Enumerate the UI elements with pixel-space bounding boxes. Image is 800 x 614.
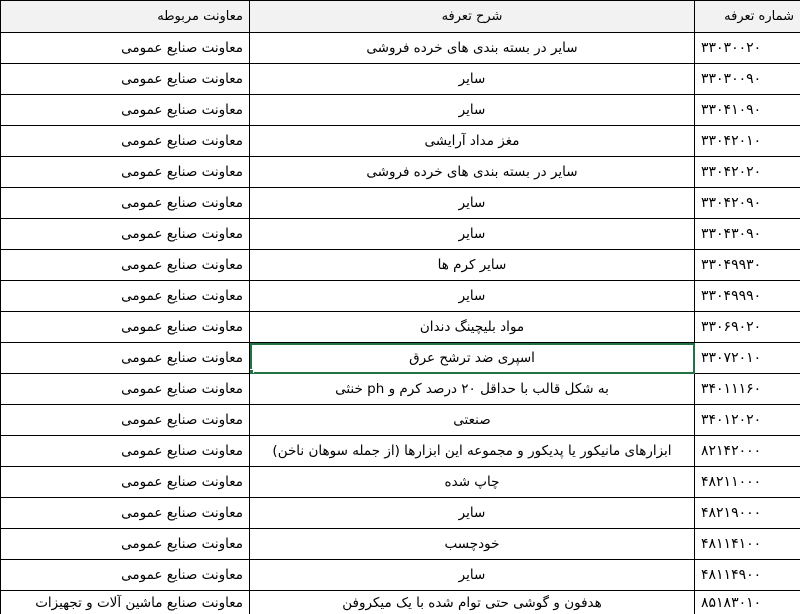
cell-department[interactable]: معاونت صنایع عمومی bbox=[1, 312, 250, 343]
cell-tariff-code[interactable]: ۳۳۰۳۰۰۹۰ bbox=[695, 64, 800, 95]
cell-department[interactable]: معاونت صنایع عمومی bbox=[1, 33, 250, 64]
cell-department[interactable]: معاونت صنایع عمومی bbox=[1, 157, 250, 188]
cell-department[interactable]: معاونت صنایع عمومی bbox=[1, 374, 250, 405]
cell-department[interactable]: معاونت صنایع عمومی bbox=[1, 529, 250, 560]
cell-tariff-code[interactable]: ۸۵۱۸۳۰۱۰ bbox=[695, 591, 800, 614]
table-row bbox=[1, 467, 800, 498]
header-department[interactable]: معاونت مربوطه bbox=[1, 1, 250, 33]
cell-tariff-description[interactable]: هدفون و گوشی حتی توام شده با یک میکروفن bbox=[250, 591, 695, 614]
cell-department[interactable]: معاونت صنایع عمومی bbox=[1, 64, 250, 95]
cell-tariff-description[interactable]: خودچسب bbox=[250, 529, 695, 560]
cell-tariff-code[interactable]: ۳۳۰۴۹۹۳۰ bbox=[695, 250, 800, 281]
cell-department[interactable]: معاونت صنایع عمومی bbox=[1, 188, 250, 219]
cell-tariff-code[interactable]: ۸۲۱۴۲۰۰۰ bbox=[695, 436, 800, 467]
cell-tariff-code[interactable]: ۳۳۰۴۲۰۹۰ bbox=[695, 188, 800, 219]
table-row bbox=[1, 436, 800, 467]
table-row bbox=[1, 157, 800, 188]
cell-tariff-code[interactable]: ۴۸۱۱۴۹۰۰ bbox=[695, 560, 800, 591]
cell-tariff-code[interactable]: ۳۳۰۶۹۰۲۰ bbox=[695, 312, 800, 343]
table-row bbox=[1, 64, 800, 95]
cell-tariff-description[interactable]: سایر کرم ها bbox=[250, 250, 695, 281]
cell-tariff-description[interactable]: سایر در بسته بندی های خرده فروشی bbox=[250, 157, 695, 188]
cell-tariff-code[interactable]: ۳۳۰۳۰۰۲۰ bbox=[695, 33, 800, 64]
table-row bbox=[1, 560, 800, 591]
cell-tariff-code[interactable]: ۳۴۰۱۲۰۲۰ bbox=[695, 405, 800, 436]
cell-tariff-code[interactable]: ۳۳۰۷۲۰۱۰ bbox=[695, 343, 800, 374]
table-body bbox=[1, 33, 800, 614]
table-row bbox=[1, 126, 800, 157]
cell-tariff-description[interactable]: صنعتی bbox=[250, 405, 695, 436]
cell-tariff-description[interactable]: چاپ شده bbox=[250, 467, 695, 498]
cell-tariff-description[interactable]: سایر bbox=[250, 95, 695, 126]
cell-department[interactable]: معاونت صنایع عمومی bbox=[1, 467, 250, 498]
cell-department[interactable]: معاونت صنایع عمومی bbox=[1, 560, 250, 591]
selected-cell[interactable]: اسپری ضد ترشح عرق bbox=[250, 343, 695, 374]
table-row bbox=[1, 219, 800, 250]
cell-tariff-code[interactable]: ۳۳۰۴۲۰۲۰ bbox=[695, 157, 800, 188]
table-row bbox=[1, 405, 800, 436]
cell-tariff-code[interactable]: ۳۳۰۴۱۰۹۰ bbox=[695, 95, 800, 126]
table-row bbox=[1, 591, 800, 614]
cell-department[interactable]: معاونت صنایع عمومی bbox=[1, 219, 250, 250]
cell-tariff-code[interactable]: ۳۳۰۴۹۹۹۰ bbox=[695, 281, 800, 312]
header-tariff-description[interactable]: شرح تعرفه bbox=[250, 1, 695, 33]
cell-tariff-description[interactable]: سایر bbox=[250, 281, 695, 312]
table-row bbox=[1, 95, 800, 126]
cell-department[interactable]: معاونت صنایع عمومی bbox=[1, 281, 250, 312]
header-row bbox=[1, 1, 800, 33]
cell-department[interactable]: معاونت صنایع عمومی bbox=[1, 250, 250, 281]
cell-department[interactable]: معاونت صنایع عمومی bbox=[1, 405, 250, 436]
table-row bbox=[1, 250, 800, 281]
table-row bbox=[1, 33, 800, 64]
cell-tariff-code[interactable]: ۳۳۰۴۲۰۱۰ bbox=[695, 126, 800, 157]
cell-tariff-code[interactable]: ۴۸۱۱۴۱۰۰ bbox=[695, 529, 800, 560]
cell-tariff-description[interactable]: مواد بلیچینگ دندان bbox=[250, 312, 695, 343]
table-row bbox=[1, 312, 800, 343]
table-row bbox=[1, 498, 800, 529]
cell-tariff-description[interactable]: سایر bbox=[250, 64, 695, 95]
cell-tariff-description[interactable]: ابزارهای مانیکور یا پدیکور و مجموعه این ابزارها (از جمله سوهان ناخن) bbox=[250, 436, 695, 467]
table-row bbox=[1, 281, 800, 312]
table-row bbox=[1, 374, 800, 405]
cell-department[interactable]: معاونت صنایع عمومی bbox=[1, 498, 250, 529]
cell-department[interactable]: معاونت صنایع عمومی bbox=[1, 343, 250, 374]
cell-tariff-description[interactable]: به شکل قالب با حداقل ۲۰ درصد کرم و ph خنثی bbox=[250, 374, 695, 405]
cell-department[interactable]: معاونت صنایع عمومی bbox=[1, 436, 250, 467]
cell-tariff-code[interactable]: ۴۸۲۱۱۰۰۰ bbox=[695, 467, 800, 498]
cell-tariff-code[interactable]: ۴۸۲۱۹۰۰۰ bbox=[695, 498, 800, 529]
table-row bbox=[1, 188, 800, 219]
table-row bbox=[1, 529, 800, 560]
cell-tariff-code[interactable]: ۳۳۰۴۳۰۹۰ bbox=[695, 219, 800, 250]
cell-tariff-code[interactable]: ۳۴۰۱۱۱۶۰ bbox=[695, 374, 800, 405]
cell-tariff-description[interactable]: سایر در بسته بندی های خرده فروشی bbox=[250, 33, 695, 64]
cell-tariff-description[interactable]: سایر bbox=[250, 498, 695, 529]
header-tariff-code[interactable]: شماره تعرفه bbox=[695, 1, 800, 33]
cell-tariff-description[interactable]: مغز مداد آرایشی bbox=[250, 126, 695, 157]
cell-department[interactable]: معاونت صنایع عمومی bbox=[1, 126, 250, 157]
fill-handle[interactable] bbox=[250, 369, 255, 374]
table-row bbox=[1, 343, 800, 374]
cell-department[interactable]: معاونت صنایع عمومی bbox=[1, 95, 250, 126]
cell-tariff-description[interactable]: سایر bbox=[250, 188, 695, 219]
cell-department[interactable]: معاونت صنایع ماشین آلات و تجهیزات bbox=[1, 591, 250, 614]
cell-tariff-description[interactable]: سایر bbox=[250, 560, 695, 591]
cell-tariff-description[interactable]: سایر bbox=[250, 219, 695, 250]
